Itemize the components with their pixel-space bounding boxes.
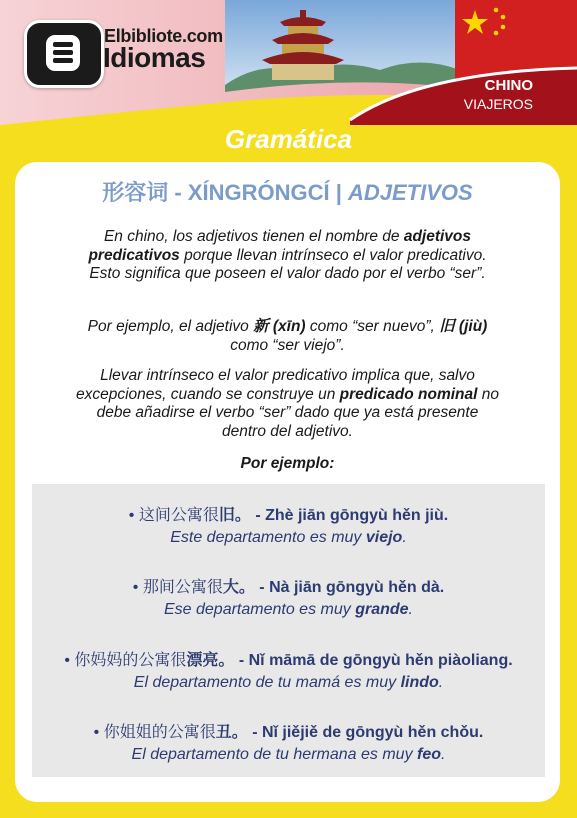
content-card: [15, 162, 560, 802]
example-item: • 你姐姐的公寓很丑。 - Nǐ jiějiě de gōngyù hěn chǒu. El departamento de tu hermana es muy feo.: [93, 724, 484, 763]
example-item: • 那间公寓很大。 - Nà jiān gōngyù hěn dà. Ese departamento es muy grande.: [132, 579, 445, 618]
paragraph-example: Por ejemplo, el adjetivo 新 (xīn) como “ser nuevo”, 旧 (jiù) como “ser viejo”.: [87, 318, 488, 354]
example-item: • 这间公寓很旧。 - Zhè jiān gōngyù hěn jiù. Este departamento es muy viejo.: [128, 507, 449, 546]
audience-tag: VIAJEROS: [463, 96, 533, 112]
examples-box: [32, 484, 545, 777]
paragraph-intro: En chino, los adjetivos tienen el nombre de adjetivos predicativos porque llevan intrínseco el valor predicativo. Esto significa que poseen el valor dado por el verbo “ser”.: [88, 228, 487, 282]
paragraph-explanation: Llevar intrínseco el valor predicativo implica que, salvo excepciones, cuando se construye un predicado nominal no debe añadirse el verbo “ser” dado que ya está presente dentro del adjetivo.: [75, 367, 500, 440]
language-tag: CHINO: [484, 77, 533, 94]
card-title-chinese: 形容词 - XÍNGRÓNGCÍ |: [102, 180, 348, 205]
logo-brand-name: Idiomas: [103, 42, 206, 73]
card-title-spanish: ADJETIVOS: [348, 180, 473, 205]
card-title: [15, 176, 560, 207]
header: [0, 0, 577, 125]
logo-site-name: Elbibliote.com: [104, 26, 223, 46]
example-item: • 你妈妈的公寓很漂亮。 - Nǐ māmā de gōngyù hěn piàoliang. El departamento de tu mamá es muy lindo.: [64, 652, 513, 691]
paragraph-por-ejemplo: Por ejemplo:: [240, 455, 335, 472]
section-title: Gramática: [224, 124, 353, 154]
logo-icon: [24, 20, 104, 88]
